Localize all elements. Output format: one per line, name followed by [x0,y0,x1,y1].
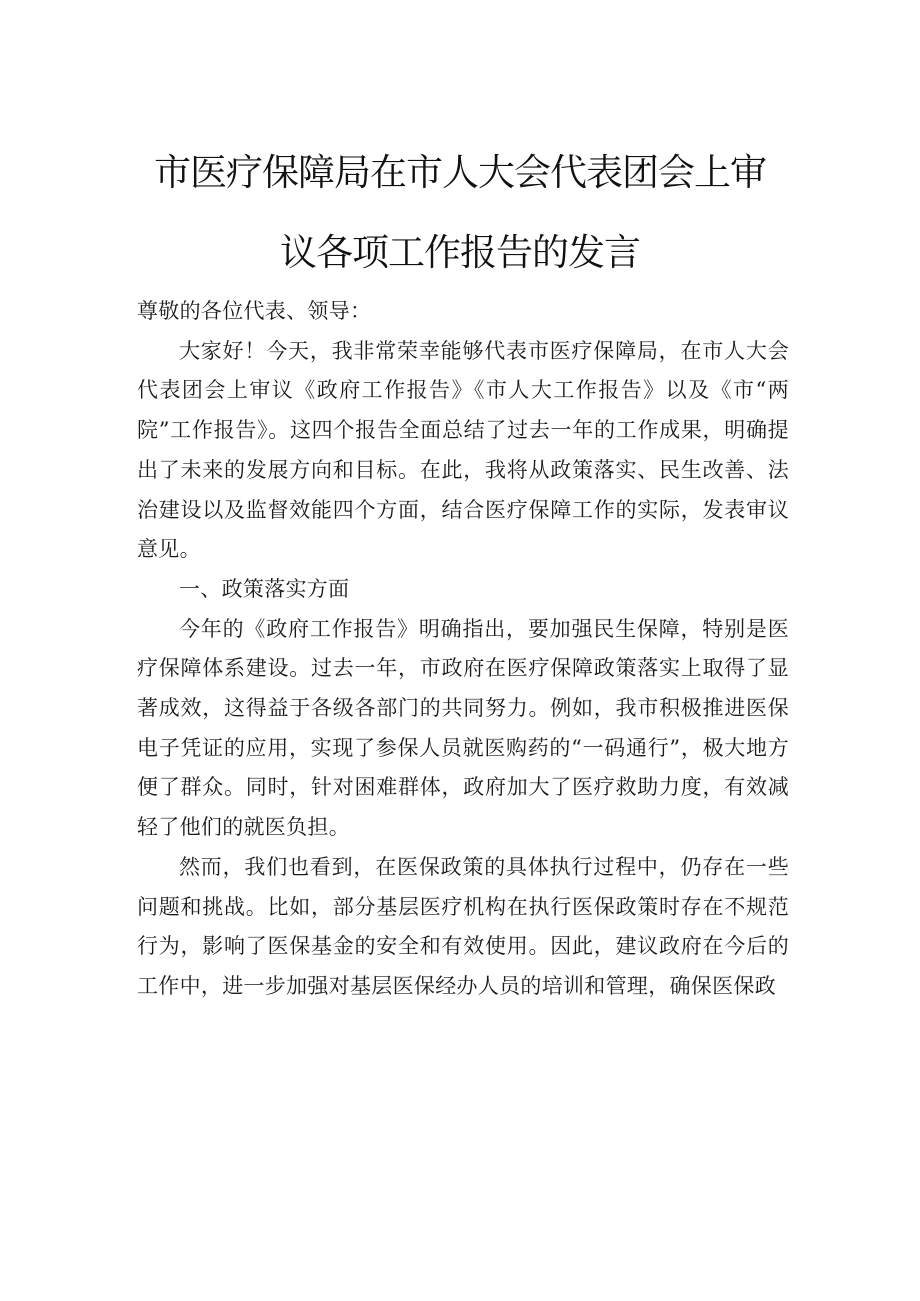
paragraph-policy-1: 今年的《政府工作报告》明确指出，要加强民生保障，特别是医疗保障体系建设。过去一年，市政府在医疗保障政策落实上取得了显著成效，这得益于各级各部门的共同努力。例如，我市积极推进医保电子凭证的应用，实现了参保人员就医购药的“一码通行”，极大地方便了群众。同时，针对困难群体，政府加大了医疗救助力度，有效减轻了他们的就医负担。 [137,616,789,840]
document-title-line-2: 议各项工作报告的发言 [280,231,640,274]
paragraph-intro: 大家好！今天，我非常荣幸能够代表市医疗保障局，在市人大会代表团会上审议《政府工作报告》《市人大工作报告》以及《市“两院”工作报告》。这四个报告全面总结了过去一年的工作成果，明确提出了未来的发展方向和目标。在此，我将从政策落实、民生改善、法治建设以及监督效能四个方面，结合医疗保障工作的实际，发表审议意见。 [137,338,789,562]
paragraph-policy-2: 然而，我们也看到，在医保政策的具体执行过程中，仍存在一些问题和挑战。比如，部分基层医疗机构在执行医保政策时存在不规范行为，影响了医保基金的安全和有效使用。因此，建议政府在今后的工作中，进一步加强对基层医保经办人员的培训和管理，确保医保政 [137,854,789,998]
salutation: 尊敬的各位代表、领导： [137,299,372,323]
document-title-line-1: 市医疗保障局在市人大会代表团会上审 [154,151,766,194]
document-body [137,292,789,1007]
section-heading-policy: 一、政策落实方面 [179,576,350,601]
